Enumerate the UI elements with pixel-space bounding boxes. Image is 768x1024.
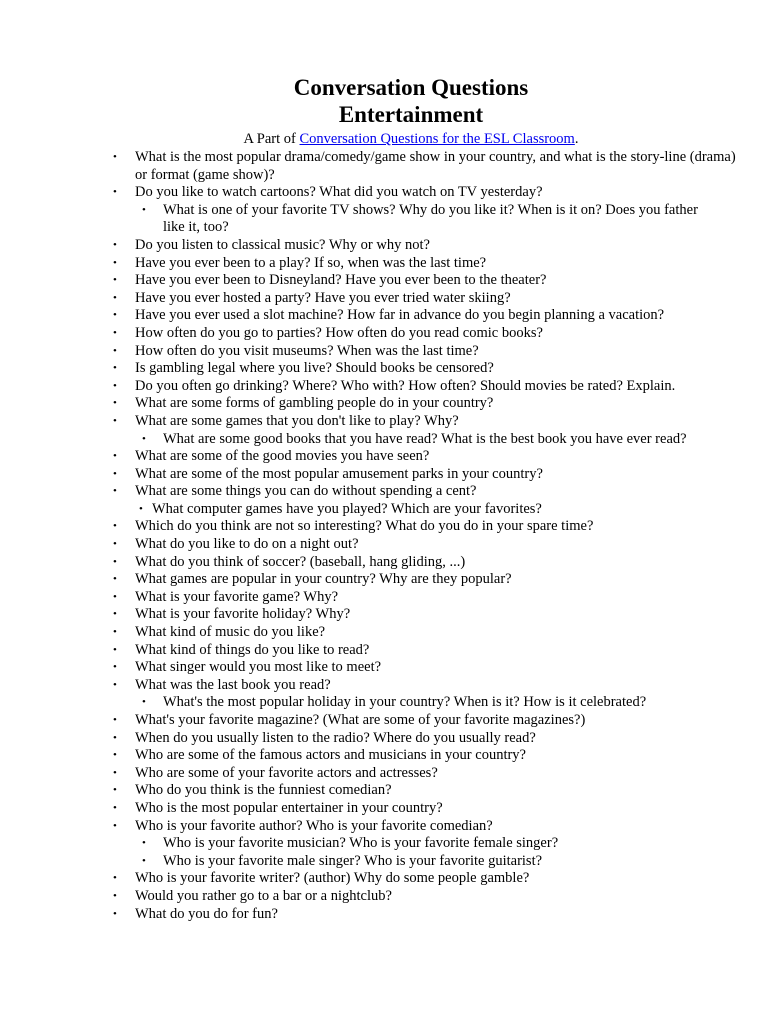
question-item (0, 290, 768, 308)
question-item (0, 677, 768, 695)
question-text: Do you like to watch cartoons? What did you watch on TV yesterday? (135, 184, 543, 201)
bullet-icon: • (113, 784, 117, 797)
question-item (0, 606, 768, 624)
bullet-icon: • (142, 696, 146, 709)
question-item (0, 272, 768, 290)
question-text: What do you do for fun? (135, 905, 278, 922)
bullet-icon: • (113, 362, 117, 375)
question-item (0, 448, 768, 466)
bullet-icon: • (113, 256, 117, 269)
document-title (0, 74, 768, 128)
bullet-icon: • (113, 379, 117, 392)
question-text: Who are some of your favorite actors and actresses? (135, 764, 438, 781)
question-text: What computer games have you played? Which are your favorites? (152, 500, 542, 517)
question-item (0, 642, 768, 660)
question-item (0, 589, 768, 607)
bullet-icon: • (113, 766, 117, 779)
sub-question-item (0, 694, 768, 712)
sub-question-item (0, 431, 768, 449)
sub-question-item (0, 853, 768, 871)
question-text: What are some of the most popular amusement parks in your country? (135, 465, 543, 482)
bullet-icon: • (113, 573, 117, 586)
bullet-icon: • (113, 397, 117, 410)
question-item (0, 518, 768, 536)
question-text: What kind of music do you like? (135, 624, 326, 641)
question-item (0, 624, 768, 642)
bullet-icon: • (113, 555, 117, 568)
bullet-icon: • (113, 714, 117, 726)
bullet-icon: • (113, 872, 117, 885)
bullet-icon: • (113, 344, 117, 357)
esl-classroom-link[interactable]: Conversation Questions for the ESL Classroom (299, 131, 575, 147)
question-text: Do you listen to classical music? Why or why not? (135, 236, 430, 253)
question-item (0, 255, 768, 273)
title-line-1: Conversation Questions (293, 75, 529, 100)
question-item (0, 325, 768, 343)
bullet-icon: • (113, 590, 117, 603)
bullet-icon: • (113, 186, 117, 199)
question-item (0, 395, 768, 413)
bullet-icon: • (113, 520, 117, 533)
bullet-icon: • (113, 889, 117, 902)
question-item (0, 483, 768, 501)
question-text: What are some of the good movies you have seen? (135, 448, 430, 465)
bullet-icon: • (142, 854, 146, 867)
bullet-icon: • (113, 467, 117, 480)
question-text: Which do you think are not so interesting? What do you do in your spare time? (135, 518, 594, 535)
subtitle (0, 130, 768, 148)
question-item (0, 360, 768, 378)
question-text: What is one of your favorite TV shows? Why do you like it? When is it on? Does you father like it, too? (163, 201, 698, 236)
bullet-icon: • (142, 432, 146, 445)
bullet-icon: • (113, 291, 117, 304)
question-text: Who are some of the famous actors and musicians in your country? (135, 747, 526, 764)
bullet-icon: • (113, 731, 117, 744)
question-text: Have you ever hosted a party? Have you ever tried water skiing? (135, 289, 511, 306)
question-text: What is your favorite holiday? Why? (135, 606, 351, 623)
title-line-2: Entertainment (338, 102, 484, 127)
question-text: What is your favorite game? Why? (135, 588, 339, 605)
subtitle-prefix: A Part of (243, 131, 300, 147)
question-text: What singer would you most like to meet? (135, 659, 382, 676)
bullet-icon: • (113, 485, 117, 498)
bullet-icon: • (113, 326, 117, 339)
question-item (0, 571, 768, 589)
question-text: What do you think of soccer? (baseball, hang gliding, ...) (135, 553, 466, 570)
question-text: Who is your favorite musician? Who is your favorite female singer? (163, 835, 559, 852)
question-text: How often do you go to parties? How often do you read comic books? (135, 324, 543, 341)
bullet-icon: • (113, 661, 117, 674)
question-text: Have you ever been to a play? If so, when was the last time? (135, 254, 487, 271)
bullet-icon: • (113, 626, 117, 639)
question-item (0, 888, 768, 906)
question-text: Who do you think is the funniest comedian? (135, 782, 392, 799)
bullet-icon: • (139, 502, 143, 515)
question-text: What was the last book you read? (135, 676, 331, 693)
bullet-icon: • (113, 450, 117, 463)
question-item (0, 413, 768, 431)
bullet-icon: • (113, 819, 117, 832)
question-text: What are some good books that you have read? What is the best book you have ever read? (163, 430, 687, 447)
question-item (0, 237, 768, 255)
question-item (0, 906, 768, 924)
question-item (0, 536, 768, 554)
bullet-icon: • (113, 749, 117, 762)
question-text: What is the most popular drama/comedy/game show in your country, and what is the story-line (drama) or format (game show)? (135, 149, 736, 183)
question-text: When do you usually listen to the radio? Where do you usually read? (135, 729, 536, 746)
question-item (0, 800, 768, 818)
question-text: What are some things you can do without spending a cent? (135, 483, 477, 500)
question-text: Who is your favorite male singer? Who is your favorite guitarist? (163, 852, 543, 869)
sub-question-item (0, 202, 768, 237)
bullet-icon: • (113, 151, 117, 163)
question-item (0, 149, 768, 184)
question-text: What are some games that you don't like to play? Why? (135, 412, 459, 429)
sub-question-item (0, 835, 768, 853)
question-item (0, 554, 768, 572)
bullet-icon: • (113, 414, 117, 427)
bullet-icon: • (113, 643, 117, 656)
question-text: Is gambling legal where you live? Should books be censored? (135, 360, 494, 377)
question-item (0, 712, 768, 730)
question-text: Do you often go drinking? Where? Who with? How often? Should movies be rated? Explain. (135, 377, 676, 394)
bullet-icon: • (113, 608, 117, 621)
question-text: What's your favorite magazine? (What are some of your favorite magazines?) (135, 712, 586, 728)
bullet-icon: • (113, 309, 117, 322)
bullet-icon: • (113, 274, 117, 287)
question-item (0, 870, 768, 888)
bullet-icon: • (113, 238, 117, 251)
bullet-icon: • (113, 801, 117, 814)
question-text: Have you ever been to Disneyland? Have you ever been to the theater? (135, 272, 547, 289)
question-text: What are some forms of gambling people do in your country? (135, 395, 494, 412)
bullet-icon: • (142, 837, 146, 850)
question-list (0, 149, 768, 923)
question-text: What do you like to do on a night out? (135, 536, 359, 553)
question-text: What kind of things do you like to read? (135, 641, 370, 658)
question-text: What games are popular in your country? Why are they popular? (135, 571, 512, 588)
question-text: Would you rather go to a bar or a nightclub? (135, 887, 392, 904)
question-item (0, 307, 768, 325)
question-text: Have you ever used a slot machine? How far in advance do you begin planning a vacation? (135, 307, 665, 324)
question-item (0, 730, 768, 748)
question-item (0, 659, 768, 677)
question-item (0, 378, 768, 396)
question-item (0, 466, 768, 484)
question-item (0, 343, 768, 361)
question-text: How often do you visit museums? When was the last time? (135, 342, 479, 359)
question-text: Who is your favorite author? Who is your favorite comedian? (135, 817, 493, 834)
question-text: Who is your favorite writer? (author) Why do some people gamble? (135, 870, 530, 887)
bullet-icon: • (142, 203, 146, 216)
question-item (0, 184, 768, 202)
bullet-icon: • (113, 678, 117, 691)
question-text: What's the most popular holiday in your country? When is it? How is it celebrated? (163, 694, 647, 711)
question-item (0, 747, 768, 765)
question-item (0, 782, 768, 800)
question-item (0, 765, 768, 783)
bullet-icon: • (113, 907, 117, 920)
bullet-icon: • (113, 538, 117, 551)
sub-question-item (0, 501, 768, 519)
question-text: Who is the most popular entertainer in your country? (135, 799, 443, 816)
subtitle-suffix: . (574, 131, 579, 147)
question-item (0, 818, 768, 836)
